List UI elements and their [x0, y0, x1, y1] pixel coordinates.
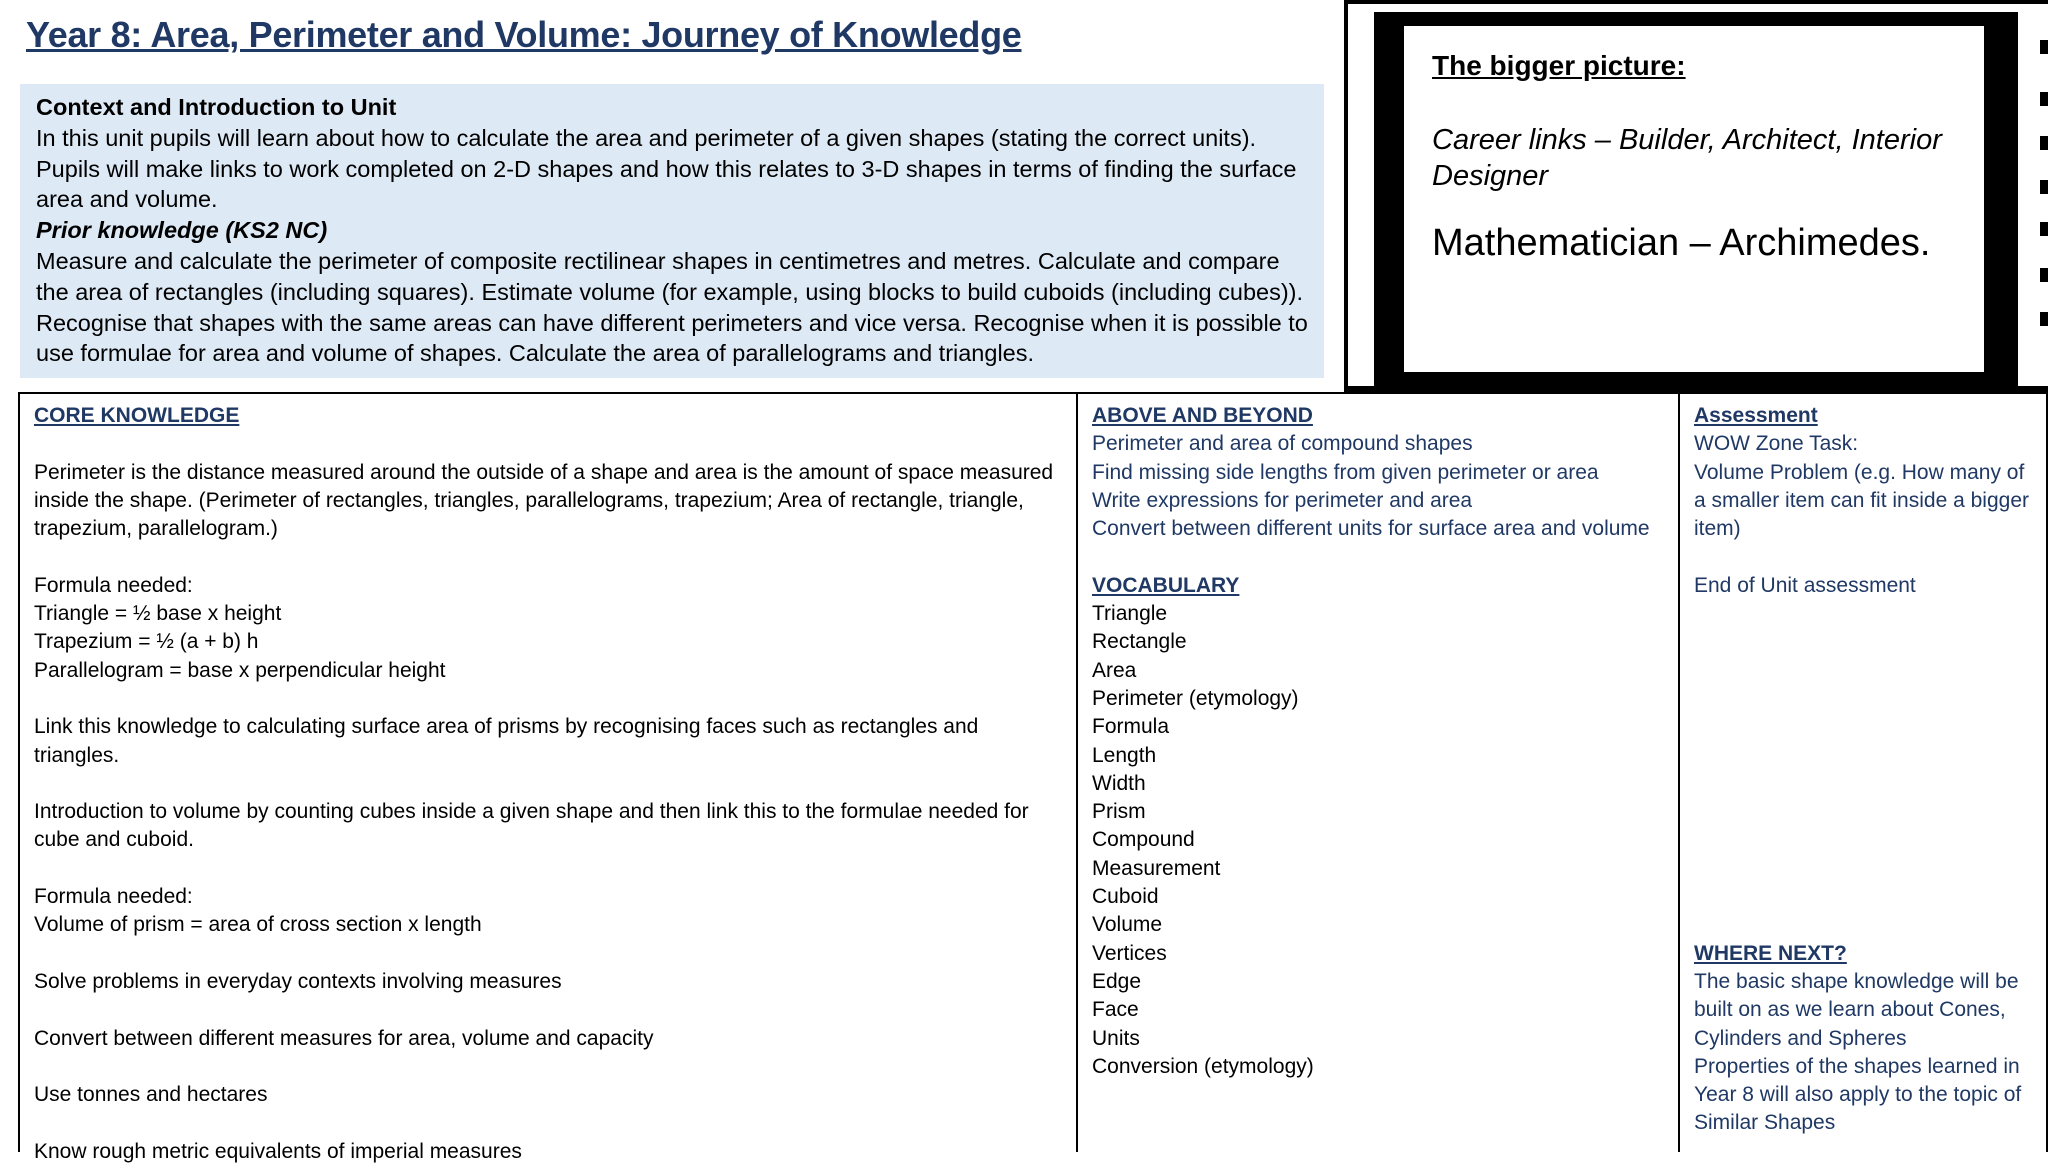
where-next-heading: WHERE NEXT?: [1694, 941, 1847, 965]
vocab-item: Area: [1092, 658, 1137, 682]
core-surface-area-text: Link this knowledge to calculating surface area of prisms by recognising faces such as rectangles and triangles.: [34, 715, 979, 767]
vocab-item: Conversion (etymology): [1092, 1054, 1314, 1078]
prior-knowledge-text: Measure and calculate the perimeter of composite rectilinear shapes in centimetres and metres. Calculate and compare the area of rectangles (including squares). Estimate volume (for example, using blocks to build cuboids (including cubes)). Recognise that shapes with the same areas can have different perimeters and vice versa. Recognise when it is possible to use formulae for area and volume of shapes. Calculate the area of parallelograms and triangles.: [36, 247, 1308, 367]
wow-zone-label: WOW Zone Task:: [1694, 432, 1859, 456]
vocab-item: Triangle: [1092, 602, 1168, 626]
career-links: Career links – Builder, Architect, Interior Designer: [1432, 124, 1942, 192]
page-title: Year 8: Area, Perimeter and Volume: Journey of Knowledge: [26, 14, 1022, 55]
above-item: Find missing side lengths from given perimeter or area: [1092, 460, 1599, 484]
mathematician: Mathematician – Archimedes.: [1432, 222, 1931, 264]
core-convert-measures: Convert between different measures for area, volume and capacity: [34, 1026, 654, 1050]
core-formula-heading: Formula needed:: [34, 573, 193, 597]
core-formula-prism: Volume of prism = area of cross section x length: [34, 913, 482, 937]
core-imperial-measures: Know rough metric equivalents of imperial measures: [34, 1139, 522, 1163]
knowledge-grid: [18, 392, 2048, 1163]
bigger-picture-panel: [1404, 26, 1984, 372]
core-everyday-problems: Solve problems in everyday contexts involving measures: [34, 969, 562, 993]
above-item: Write expressions for perimeter and area: [1092, 488, 1473, 512]
core-formula-parallelogram: Parallelogram = base x perpendicular height: [34, 658, 446, 682]
core-knowledge-column: [20, 394, 1078, 1163]
vocab-item: Cuboid: [1092, 885, 1159, 909]
frame-edge-marks: [2040, 0, 2048, 392]
context-heading: Context and Introduction to Unit: [36, 94, 397, 120]
core-knowledge-heading: CORE KNOWLEDGE: [34, 404, 240, 427]
above-beyond-column: [1078, 394, 1680, 1152]
vocab-item: Vertices: [1092, 941, 1167, 965]
vocab-item: Volume: [1092, 913, 1163, 937]
vocab-item: Length: [1092, 743, 1157, 767]
core-formula-trapezium: Trapezium = ½ (a + b) h: [34, 630, 259, 654]
vocab-item: Edge: [1092, 969, 1142, 993]
context-panel: [20, 84, 1324, 378]
core-formula-triangle: Triangle = ½ base x height: [34, 602, 282, 626]
above-item: Perimeter and area of compound shapes: [1092, 432, 1473, 456]
vocab-item: Perimeter (etymology): [1092, 686, 1299, 710]
above-beyond-heading: ABOVE AND BEYOND: [1092, 404, 1313, 427]
vocab-item: Measurement: [1092, 856, 1221, 880]
vocab-item: Rectangle: [1092, 630, 1187, 654]
bigger-picture-title: The bigger picture:: [1432, 50, 1686, 81]
where-next-text-2: Properties of the shapes learned in Year 8 will also apply to the topic of Similar Shapes: [1694, 1054, 2022, 1135]
where-next-text-1: The basic shape knowledge will be built on as we learn about Cones, Cylinders and Spheres: [1694, 969, 2019, 1050]
end-of-unit-assessment: End of Unit assessment: [1694, 573, 1916, 597]
above-item: Convert between different units for surface area and volume: [1092, 517, 1650, 541]
assessment-column: [1680, 394, 2048, 1152]
vocab-item: Compound: [1092, 828, 1195, 852]
vocab-item: Formula: [1092, 715, 1170, 739]
vocab-item: Width: [1092, 771, 1146, 795]
prior-knowledge-heading: Prior knowledge (KS2 NC): [36, 217, 328, 244]
core-perimeter-area-text: Perimeter is the distance measured around the outside of a shape and area is the amount of space measured inside the shape. (Perimeter of rectangles, triangles, parallelograms, trapezium; Area of rectangle, triangle, trapezium, parallelogram.): [34, 460, 1054, 541]
vocabulary-heading: VOCABULARY: [1092, 573, 1240, 597]
core-formula-heading-2: Formula needed:: [34, 885, 193, 909]
vocab-item: Units: [1092, 1026, 1140, 1050]
vocab-item: Face: [1092, 998, 1139, 1022]
context-intro: In this unit pupils will learn about how to calculate the area and perimeter of a given shapes (stating the correct units). Pupils will make links to work completed on 2-D shapes and how this relates to 3-D shapes in terms of finding the surface area and volume.: [36, 124, 1297, 213]
wow-zone-task: Volume Problem (e.g. How many of a smaller item can fit inside a bigger item): [1694, 460, 2029, 541]
core-volume-text: Introduction to volume by counting cubes inside a given shape and then link this to the formulae needed for cube and cuboid.: [34, 800, 1029, 852]
core-tonnes-hectares: Use tonnes and hectares: [34, 1083, 268, 1107]
assessment-heading: Assessment: [1694, 404, 1818, 427]
vocab-item: Prism: [1092, 800, 1146, 824]
